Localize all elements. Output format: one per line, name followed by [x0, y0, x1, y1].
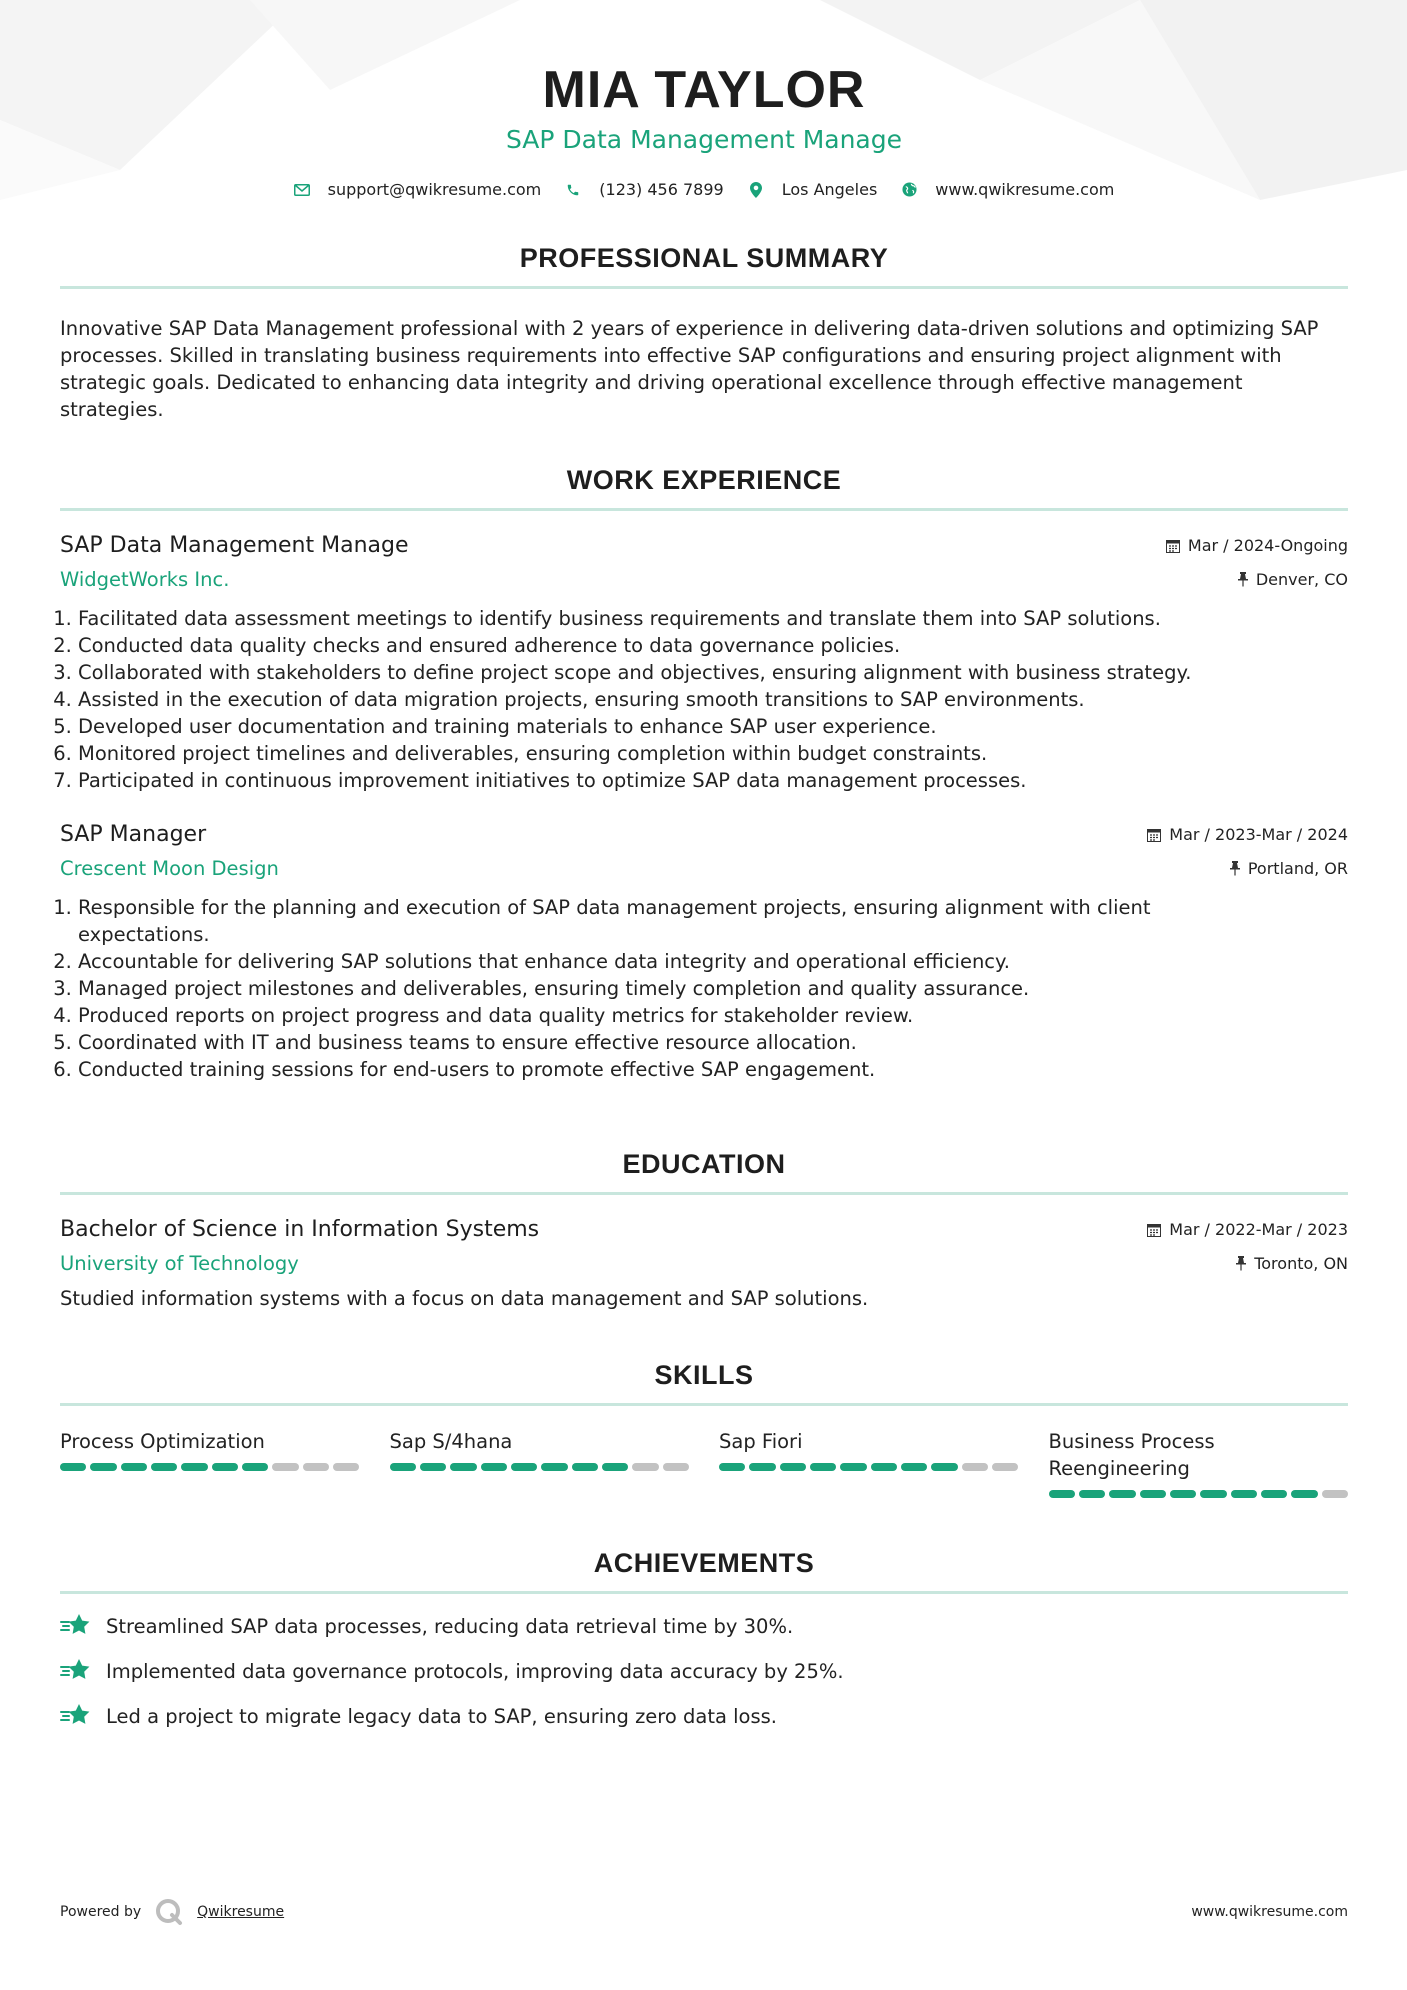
calendar-icon	[1166, 539, 1180, 553]
page-footer	[60, 1898, 1348, 1926]
job-dates-text: Mar / 2024-Ongoing	[1187, 536, 1348, 555]
job-entry	[60, 822, 1348, 1083]
skill-level-segment	[390, 1463, 416, 1471]
skill-level-segment	[871, 1463, 897, 1471]
list-item: 4. Produced reports on project progress and data quality metrics for stakeholder review.	[78, 1002, 1208, 1029]
skill-item	[719, 1428, 1019, 1498]
contact-website[interactable]	[901, 180, 1114, 199]
achievement-item	[60, 1703, 1348, 1729]
calendar-icon	[1147, 1223, 1161, 1237]
skill-item	[60, 1428, 360, 1498]
list-item: 6. Conducted training sessions for end-users to promote effective SAP engagement.	[78, 1056, 1208, 1083]
skill-level-segment	[572, 1463, 598, 1471]
skill-level-segment	[481, 1463, 507, 1471]
education-description: Studied information systems with a focus on data management and SAP solutions.	[60, 1287, 869, 1310]
achievement-text: Streamlined SAP data processes, reducing data retrieval time by 30%.	[106, 1614, 794, 1638]
skill-level-segment	[90, 1463, 116, 1471]
skill-level-segment	[1200, 1490, 1226, 1498]
skill-name: Sap Fiori	[719, 1430, 803, 1453]
skill-level-segment	[272, 1463, 298, 1471]
skill-name: Process Optimization	[60, 1430, 265, 1453]
qwikresume-logo-icon	[155, 1898, 183, 1926]
skill-level-segment	[780, 1463, 806, 1471]
skill-level-segment	[931, 1463, 957, 1471]
education-dates-text: Mar / 2022-Mar / 2023	[1169, 1220, 1348, 1239]
skill-level-segment	[1291, 1490, 1317, 1498]
achievement-text: Implemented data governance protocols, improving data accuracy by 25%.	[106, 1659, 844, 1683]
candidate-name: MIA TAYLOR	[542, 61, 866, 119]
list-item: 7. Participated in continuous improvement initiatives to optimize SAP data management processes.	[78, 767, 1348, 794]
powered-by-label: Powered by	[60, 1904, 142, 1920]
skill-level-segment	[632, 1463, 658, 1471]
achievement-item	[60, 1613, 1348, 1639]
achievement-text: Led a project to migrate legacy data to SAP, ensuring zero data loss.	[106, 1704, 778, 1728]
resume-page	[60, 0, 1348, 1729]
skill-level-segment	[541, 1463, 567, 1471]
skill-level-segment	[1231, 1490, 1257, 1498]
job-bullets	[60, 605, 1348, 794]
company-name: Crescent Moon Design	[60, 857, 279, 880]
qwikresume-link[interactable]: Qwikresume	[197, 1904, 285, 1920]
job-location	[1238, 570, 1348, 589]
skill-level-segment	[450, 1463, 476, 1471]
skill-level-segment	[151, 1463, 177, 1471]
list-item: 3. Managed project milestones and deliverables, ensuring timely completion and quality assurance.	[78, 975, 1208, 1002]
skill-level-segment	[1049, 1490, 1075, 1498]
skill-level-segment	[810, 1463, 836, 1471]
school-name: University of Technology	[60, 1252, 299, 1275]
experience-section	[60, 465, 1348, 1083]
education-heading: EDUCATION	[60, 1149, 1348, 1195]
contact-location-text: Los Angeles	[781, 180, 878, 199]
job-location-text: Portland, OR	[1247, 859, 1348, 878]
skills-heading: SKILLS	[60, 1360, 1348, 1406]
pushpin-icon	[1238, 572, 1248, 587]
skill-level-segment	[992, 1463, 1018, 1471]
contact-phone-text: (123) 456 7899	[599, 180, 724, 199]
skill-level-segment	[663, 1463, 689, 1471]
education-section	[60, 1149, 1348, 1312]
skill-level-segment	[1170, 1490, 1196, 1498]
skills-section	[60, 1360, 1348, 1498]
skill-level-bar	[1049, 1490, 1349, 1498]
phone-icon	[565, 182, 581, 198]
candidate-title: SAP Data Management Manage	[505, 125, 903, 154]
skill-item	[1049, 1428, 1349, 1498]
achievements-section	[60, 1548, 1348, 1729]
star-award-icon	[60, 1658, 92, 1684]
pushpin-icon	[1230, 861, 1240, 876]
skill-level-segment	[602, 1463, 628, 1471]
skill-level-segment	[511, 1463, 537, 1471]
summary-heading: PROFESSIONAL SUMMARY	[60, 243, 1348, 289]
job-title: SAP Manager	[60, 822, 207, 847]
skill-level-segment	[749, 1463, 775, 1471]
footer-website[interactable]: www.qwikresume.com	[1191, 1904, 1348, 1920]
skill-level-segment	[212, 1463, 238, 1471]
job-dates-text: Mar / 2023-Mar / 2024	[1169, 825, 1348, 844]
skill-level-segment	[181, 1463, 207, 1471]
contact-bar	[60, 180, 1348, 199]
company-name: WidgetWorks Inc.	[60, 568, 230, 591]
experience-heading: WORK EXPERIENCE	[60, 465, 1348, 511]
achievement-item	[60, 1658, 1348, 1684]
skill-level-segment	[962, 1463, 988, 1471]
pushpin-icon	[1236, 1256, 1246, 1271]
skill-level-segment	[1109, 1490, 1135, 1498]
list-item: 5. Developed user documentation and training materials to enhance SAP user experience.	[78, 713, 1348, 740]
skill-level-segment	[1079, 1490, 1105, 1498]
education-dates	[1147, 1220, 1348, 1239]
contact-email-text: support@qwikresume.com	[327, 180, 542, 199]
globe-icon	[901, 182, 917, 198]
skill-level-segment	[121, 1463, 147, 1471]
skill-level-segment	[901, 1463, 927, 1471]
skill-level-segment	[1261, 1490, 1287, 1498]
job-dates	[1166, 536, 1348, 555]
list-item: 2. Conducted data quality checks and ensured adherence to data governance policies.	[78, 632, 1348, 659]
star-award-icon	[60, 1703, 92, 1729]
job-bullets	[60, 894, 1348, 1083]
job-entry	[60, 533, 1348, 794]
skill-level-segment	[719, 1463, 745, 1471]
skill-level-segment	[303, 1463, 329, 1471]
contact-email[interactable]	[294, 180, 542, 199]
envelope-icon	[294, 182, 310, 198]
job-location-text: Denver, CO	[1255, 570, 1348, 589]
education-location	[1236, 1254, 1348, 1273]
job-title: SAP Data Management Manage	[60, 533, 409, 558]
skill-level-segment	[1140, 1490, 1166, 1498]
achievements-heading: ACHIEVEMENTS	[60, 1548, 1348, 1594]
education-entry	[60, 1217, 1348, 1312]
skill-level-segment	[60, 1463, 86, 1471]
summary-text: Innovative SAP Data Management professional with 2 years of experience in delivering data-driven solutions and optimizing SAP processes. Skilled in translating business requirements into effective SAP configurations and ensuring project alignment with strategic goals. Dedicated to enhancing data integrity and driving operational excellence through effective management strategies.	[60, 317, 1319, 421]
resume-header	[60, 0, 1348, 199]
contact-website-text: www.qwikresume.com	[935, 180, 1115, 199]
skill-level-bar	[60, 1463, 360, 1471]
skill-name: Sap S/4hana	[389, 1430, 513, 1453]
skill-item	[390, 1428, 690, 1498]
skill-level-segment	[242, 1463, 268, 1471]
skill-level-bar	[390, 1463, 690, 1471]
summary-section	[60, 243, 1348, 423]
star-award-icon	[60, 1613, 92, 1639]
skills-list	[60, 1428, 1348, 1498]
skill-level-segment	[333, 1463, 359, 1471]
skill-name: Business Process Reengineering	[1048, 1430, 1215, 1480]
education-location-text: Toronto, ON	[1254, 1254, 1348, 1273]
skill-level-bar	[719, 1463, 1019, 1471]
skill-level-segment	[420, 1463, 446, 1471]
degree-title: Bachelor of Science in Information Systems	[60, 1217, 540, 1242]
list-item: 6. Monitored project timelines and deliverables, ensuring completion within budget constraints.	[78, 740, 1348, 767]
list-item: 4. Assisted in the execution of data migration projects, ensuring smooth transitions to SAP environments.	[78, 686, 1348, 713]
map-pin-icon	[748, 182, 764, 198]
list-item: 2. Accountable for delivering SAP solutions that enhance data integrity and operational efficiency.	[78, 948, 1208, 975]
job-dates	[1147, 825, 1348, 844]
contact-phone[interactable]	[565, 180, 723, 199]
job-location	[1230, 859, 1348, 878]
list-item: 1. Responsible for the planning and execution of SAP data management projects, ensuring alignment with client expectations.	[78, 894, 1208, 948]
calendar-icon	[1147, 828, 1161, 842]
list-item: 5. Coordinated with IT and business teams to ensure effective resource allocation.	[78, 1029, 1208, 1056]
skill-level-segment	[1322, 1490, 1348, 1498]
list-item: 1. Facilitated data assessment meetings to identify business requirements and translate them into SAP solutions.	[78, 605, 1348, 632]
skill-level-segment	[840, 1463, 866, 1471]
list-item: 3. Collaborated with stakeholders to define project scope and objectives, ensuring alignment with business strategy.	[78, 659, 1348, 686]
contact-location	[748, 180, 878, 199]
